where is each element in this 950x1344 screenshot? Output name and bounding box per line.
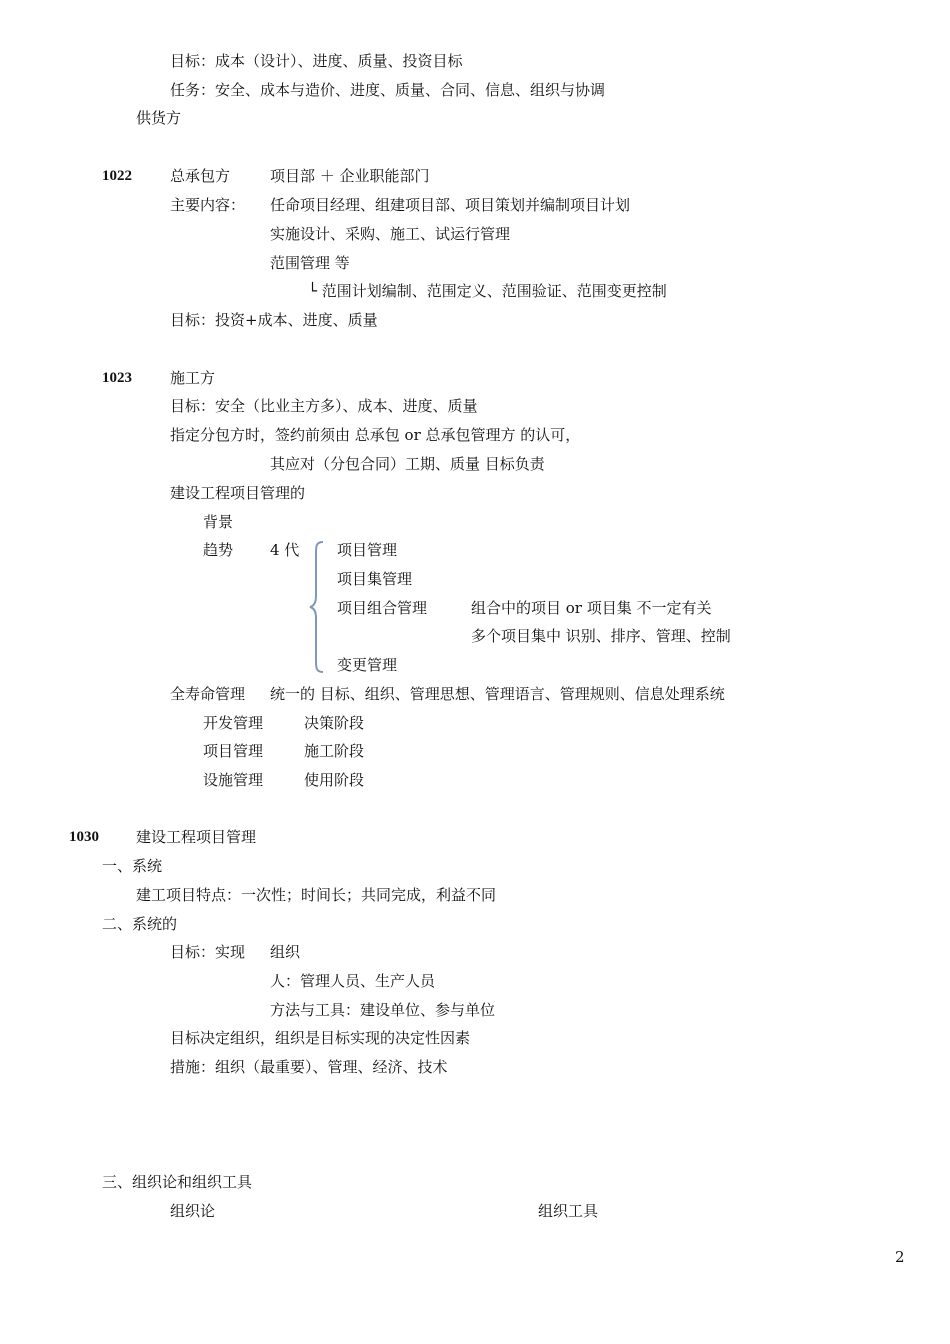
line-main-content-label: 主要内容： (170, 196, 246, 214)
line-generations: 4 代 (270, 541, 300, 559)
phase-facility-stage: 使用阶段 (304, 771, 365, 789)
line-subcontract-1: 指定分包方时，签约前须由 总承包 or 总承包管理方 的认可， (170, 426, 581, 444)
trend-item-project: 项目管理 (337, 541, 398, 559)
portfolio-note-1: 组合中的项目 or 项目集 不一定有关 (471, 599, 712, 617)
line-goal-1023: 目标：安全（比业主方多）、成本、进度、质量 (170, 397, 478, 415)
phase-project-stage: 施工阶段 (304, 742, 365, 760)
line-bg-title: 建设工程项目管理的 (170, 484, 306, 502)
line-content-2: 实施设计、采购、施工、试运行管理 (270, 225, 511, 243)
line-content-1: 任命项目经理、组建项目部、项目策划并编制项目计划 (270, 196, 631, 214)
col-org-tools: 组织工具 (538, 1202, 599, 1220)
line-measures: 措施：组织（最重要）、管理、经济、技术 (170, 1058, 448, 1076)
page-number: 2 (895, 1248, 905, 1266)
line-lifecycle: 全寿命管理 (170, 685, 246, 703)
line-scope-details: └ 范围计划编制、范围定义、范围验证、范围变更控制 (308, 282, 667, 300)
section-number-1023: 1023 (102, 370, 132, 386)
line-goal-1022: 目标：投资+成本、进度、质量 (170, 311, 378, 329)
phase-facility: 设施管理 (203, 771, 264, 789)
line-supplier: 供货方 (136, 109, 182, 127)
section-label-general-contractor: 总承包方 (170, 167, 231, 185)
curly-brace-icon (308, 540, 326, 674)
line-methods-tools: 方法与工具：建设单位、参与单位 (270, 1001, 496, 1019)
line-background: 背景 (203, 513, 234, 531)
phase-dev-stage: 决策阶段 (304, 714, 365, 732)
phase-dev: 开发管理 (203, 714, 264, 732)
line-subcontract-2: 其应对（分包合同）工期、质量 目标负责 (270, 455, 545, 473)
line-goal-org: 组织 (270, 943, 301, 961)
section-number-1030: 1030 (69, 829, 99, 845)
trend-item-portfolio: 项目组合管理 (337, 599, 428, 617)
heading-systematic: 二、系统的 (102, 915, 178, 933)
section-title-1030: 建设工程项目管理 (136, 828, 257, 846)
heading-system: 一、系统 (102, 857, 163, 875)
line-org-structure: 项目部 ＋ 企业职能部门 (270, 167, 430, 185)
line-goal-realize: 目标：实现 (170, 943, 246, 961)
line-goal-design: 目标：成本（设计）、进度、质量、投资目标 (170, 52, 463, 70)
line-task: 任务：安全、成本与造价、进度、质量、合同、信息、组织与协调 (170, 81, 606, 99)
line-people: 人：管理人员、生产人员 (270, 972, 436, 990)
line-lifecycle-desc: 统一的 目标、组织、管理思想、管理语言、管理规则、信息处理系统 (270, 685, 725, 703)
line-goal-decides-org: 目标决定组织，组织是目标实现的决定性因素 (170, 1029, 471, 1047)
phase-project: 项目管理 (203, 742, 264, 760)
trend-item-change: 变更管理 (337, 656, 398, 674)
section-label-construction: 施工方 (170, 369, 216, 387)
line-content-3: 范围管理 等 (270, 254, 350, 272)
line-project-features: 建工项目特点：一次性；时间长；共同完成，利益不同 (136, 886, 497, 904)
line-trend: 趋势 (203, 541, 234, 559)
trend-item-program: 项目集管理 (337, 570, 413, 588)
section-number-1022: 1022 (102, 168, 132, 184)
portfolio-note-2: 多个项目集中 识别、排序、管理、控制 (471, 627, 731, 645)
heading-org-theory: 三、组织论和组织工具 (102, 1173, 253, 1191)
col-org-theory: 组织论 (170, 1202, 216, 1220)
